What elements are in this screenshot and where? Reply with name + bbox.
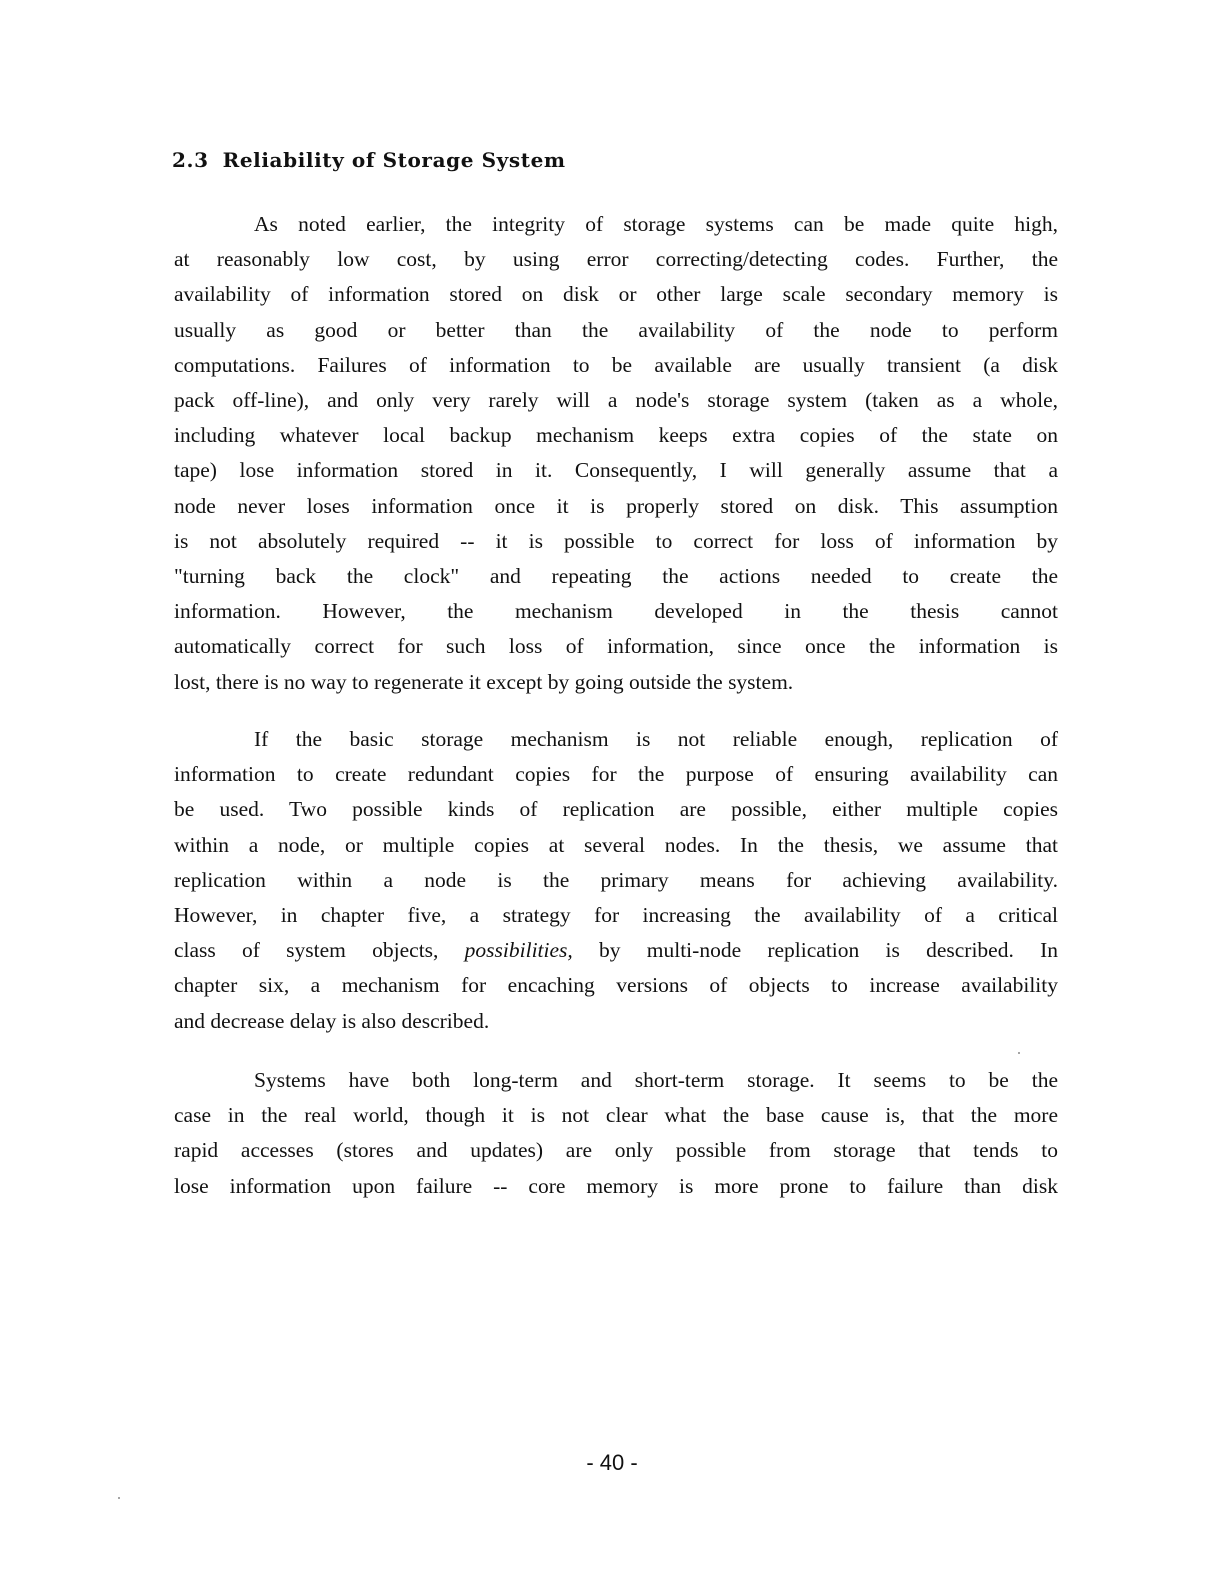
- text-line: replication within a node is the primary means for achieving availability.: [174, 867, 1058, 892]
- text-line: pack off-line), and only very rarely will a node's storage system (taken as a whole,: [174, 388, 1058, 413]
- text-line: information. However, the mechanism developed in the thesis cannot: [174, 599, 1058, 624]
- scan-speck: [1018, 1052, 1020, 1054]
- text-line: chapter six, a mechanism for encaching versions of objects to increase availability: [174, 973, 1058, 998]
- text-line: availability of information stored on disk or other large scale secondary memory is: [174, 282, 1058, 307]
- text-line: information to create redundant copies for the purpose of ensuring availability can: [174, 762, 1058, 787]
- text-line: at reasonably low cost, by using error correcting/detecting codes. Further, the: [174, 247, 1058, 272]
- text-line: within a node, or multiple copies at several nodes. In the thesis, we assume that: [174, 832, 1058, 857]
- text-line: Systems have both long-term and short-term storage. It seems to be the: [254, 1068, 1058, 1092]
- text-line: lose information upon failure -- core memory is more prone to failure than disk: [174, 1173, 1058, 1198]
- text-line: is not absolutely required -- it is possible to correct for loss of information by: [174, 528, 1058, 553]
- section-title: Reliability of Storage System: [222, 148, 566, 172]
- text-line: case in the real world, though it is not clear what the base cause is, that the more: [174, 1103, 1058, 1128]
- scan-speck: [118, 1497, 120, 1499]
- page-number: - 40 -: [586, 1450, 638, 1475]
- text-line: However, in chapter five, a strategy for increasing the availability of a critical: [174, 903, 1058, 928]
- section-number: 2.3: [172, 148, 209, 172]
- text-line: "turning back the clock" and repeating the actions needed to create the: [174, 564, 1058, 589]
- text-line: usually as good or better than the availability of the node to perform: [174, 317, 1058, 342]
- paragraph-3: [174, 1063, 1058, 1204]
- text-line: node never loses information once it is properly stored on disk. This assumption: [174, 493, 1058, 518]
- text-line: including whatever local backup mechanism keeps extra copies of the state on: [174, 423, 1058, 448]
- text-line: tape) lose information stored in it. Consequently, I will generally assume that a: [174, 458, 1058, 483]
- text-line: computations. Failures of information to be available are usually transient (a disk: [174, 352, 1058, 377]
- text-line: As noted earlier, the integrity of storage systems can be made quite high,: [254, 212, 1058, 236]
- text-line: If the basic storage mechanism is not reliable enough, replication of: [254, 727, 1058, 751]
- text-line: [174, 933, 1058, 968]
- text-line: be used. Two possible kinds of replication are possible, either multiple copies: [174, 797, 1058, 822]
- emphasized-term: possibilities,: [464, 938, 573, 963]
- text-segment: by multi-node replication is described. In: [572, 938, 1059, 963]
- section-heading: [172, 148, 566, 172]
- paragraph-2: [174, 722, 1058, 1039]
- text-segment: class of system objects,: [174, 938, 465, 963]
- text-line: lost, there is no way to regenerate it except by going outside the system.: [174, 669, 794, 694]
- text-line: rapid accesses (stores and updates) are only possible from storage that tends to: [174, 1138, 1058, 1163]
- paragraph-1: [174, 207, 1058, 700]
- text-line: and decrease delay is also described.: [174, 1008, 490, 1033]
- text-line: automatically correct for such loss of information, since once the information is: [174, 634, 1058, 659]
